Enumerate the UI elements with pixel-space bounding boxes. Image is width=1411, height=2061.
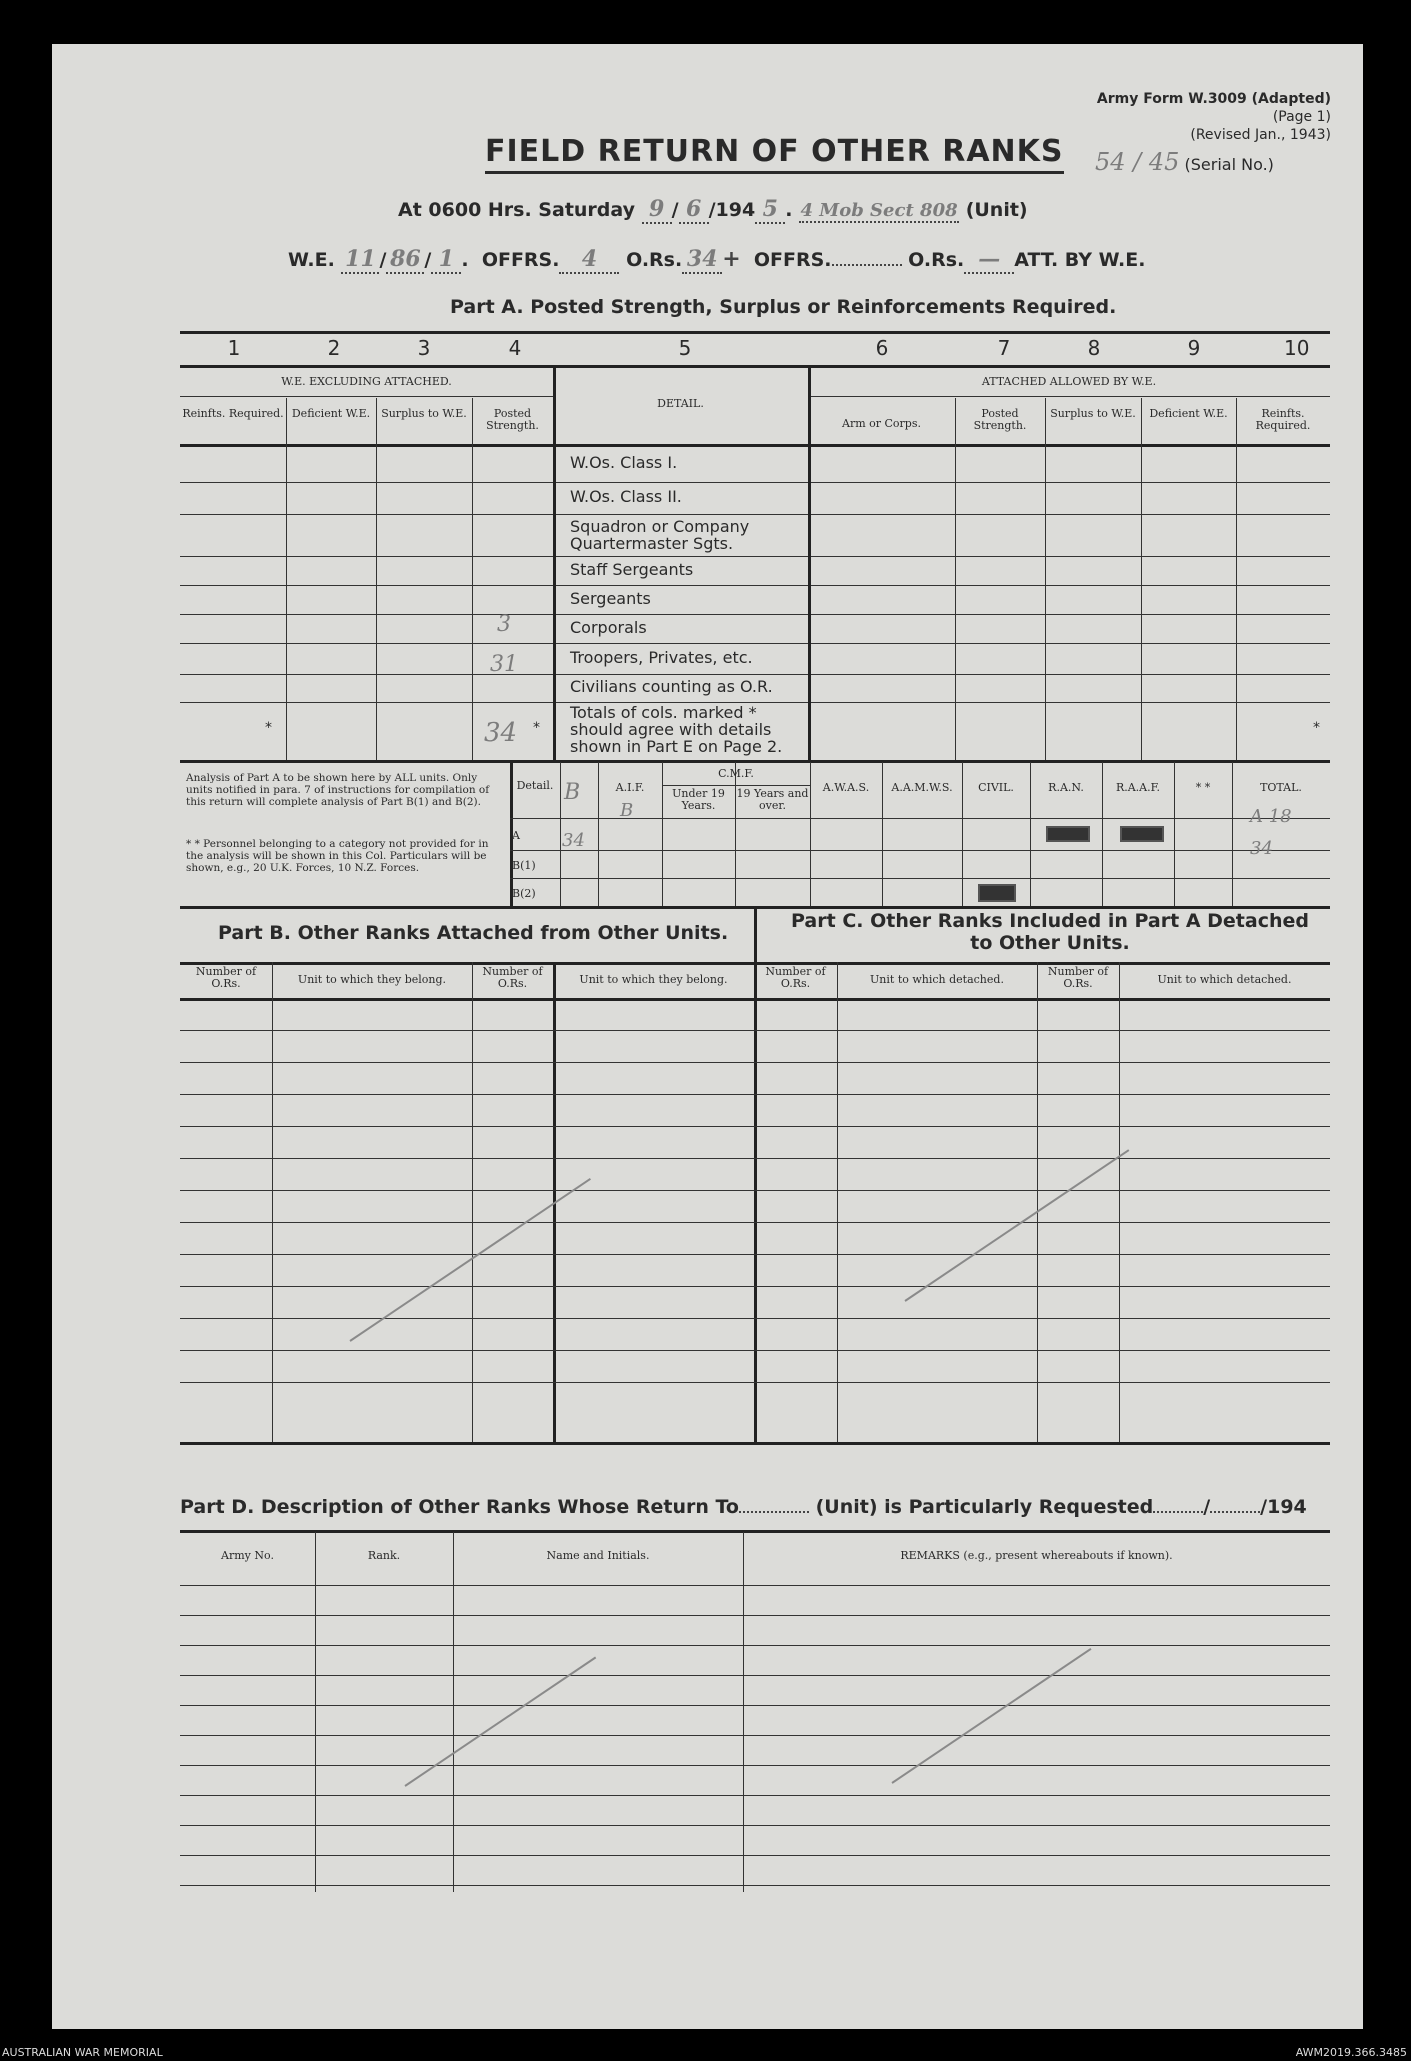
hand-troopers: 31 (490, 652, 518, 677)
rule (180, 1675, 1330, 1676)
ors-label: O.Rs. (626, 249, 683, 271)
part-a-right-col-header: Posted Strength. (973, 407, 1027, 432)
serial-handwritten: 54 / 45 (1095, 148, 1180, 176)
ors-value: 34 (682, 246, 722, 274)
rule (180, 365, 1330, 368)
rule (662, 785, 810, 786)
rule (1037, 962, 1038, 1442)
part-c-col-header: Unit to which detached. (1157, 973, 1292, 986)
part-a-heading: Part A. Posted Strength, Surplus or Reinforcements Required. (450, 296, 1117, 318)
detail-row-label: Squadron or Company Quartermaster Sgts. (570, 517, 750, 553)
rule (180, 396, 553, 397)
rule (180, 1222, 1330, 1223)
hand-detail-b: B (564, 780, 581, 805)
rule (180, 1190, 1330, 1191)
part-d-col-header: Rank. (367, 1549, 401, 1562)
detail-row-label: Sergeants (570, 588, 651, 608)
column-number: 7 (997, 336, 1011, 360)
rule (808, 396, 1330, 397)
analysis-ran-header: R.A.N. (1048, 781, 1084, 794)
part-d-col-header: Name and Initials. (546, 1549, 650, 1562)
detail-row-label: Corporals (570, 617, 647, 637)
plus-sign: + (722, 246, 741, 272)
part-d-year: /194 (1260, 1496, 1307, 1518)
column-number: 10 (1284, 336, 1310, 360)
rule (180, 482, 1330, 483)
rule (180, 1350, 1330, 1351)
rule (180, 1735, 1330, 1736)
analysis-over19-header: 19 Years and over. (736, 787, 809, 812)
date-year-prefix: /194 (708, 199, 756, 221)
army-form-number: Army Form W.3009 (Adapted) (1096, 91, 1331, 107)
rule (180, 1585, 1330, 1586)
rule (180, 674, 1330, 675)
date-day: 9 (642, 196, 672, 224)
rule (510, 850, 1330, 851)
at-label: At 0600 Hrs. Saturday (398, 199, 636, 221)
serial-label: (Serial No.) (1184, 155, 1274, 174)
part-c-col-header: Number of O.Rs. (1047, 965, 1109, 990)
rule (453, 1532, 454, 1892)
rule (180, 1885, 1330, 1886)
rule (180, 702, 1330, 703)
part-b-col-header: Number of O.Rs. (482, 965, 543, 990)
rule (510, 878, 1330, 879)
hand-total-a: A 18 (1250, 806, 1292, 827)
rule (180, 1382, 1330, 1383)
part-c-col-header: Number of O.Rs. (765, 965, 826, 990)
part-a-left-col-header: Reinfts. Required. (182, 407, 284, 420)
column-number: 8 (1087, 336, 1101, 360)
analysis-row-label: A (512, 829, 520, 842)
we-excluding-header: W.E. EXCLUDING ATTACHED. (281, 375, 452, 388)
rule (1141, 398, 1142, 760)
rule (808, 365, 811, 760)
rule (376, 398, 377, 760)
part-b-col-header: Number of O.Rs. (195, 965, 257, 990)
rule (180, 1442, 1330, 1445)
rule (180, 1158, 1330, 1159)
star-mark: * (265, 720, 272, 736)
rule (560, 762, 561, 906)
rule (662, 762, 663, 906)
analysis-total-header: TOTAL. (1260, 781, 1302, 794)
rule (180, 1825, 1330, 1826)
analysis-cmf-header: C.M.F. (718, 767, 754, 780)
rule (472, 962, 473, 1442)
part-c-heading: Part C. Other Ranks Included in Part A Detached to Other Units. (791, 910, 1309, 954)
part-d-day-field (1153, 1511, 1203, 1513)
column-number: 4 (508, 336, 522, 360)
date-year: 5 (755, 196, 785, 224)
part-d-heading-mid: (Unit) is Particularly Requested (815, 1496, 1154, 1518)
ors2-value: — (964, 246, 1014, 274)
part-d-col-header: Army No. (221, 1549, 274, 1562)
we-label: W.E. (288, 249, 335, 271)
detail-row-label: W.Os. Class I. (570, 453, 678, 472)
rule (180, 331, 1330, 334)
analysis-civil-header: CIVIL. (978, 781, 1014, 794)
rule (315, 1532, 316, 1892)
rule (180, 1705, 1330, 1706)
rule (180, 643, 1330, 644)
offrs-value: 4 (559, 246, 619, 274)
att-label: ATT. BY W.E. (1014, 249, 1146, 271)
detail-row-label: W.Os. Class II. (570, 487, 682, 506)
rule (735, 762, 736, 906)
footer-right: AWM2019.366.3485 (1295, 2046, 1407, 2059)
part-a-right-col-header: Arm or Corps. (842, 417, 921, 430)
rule (286, 398, 287, 760)
offrs2-value (832, 264, 902, 266)
part-d-heading: Part D. Description of Other Ranks Whose Return To (Unit) is Particularly Requested / /194 (180, 1496, 1307, 1518)
rule (955, 398, 956, 760)
rule (180, 514, 1330, 515)
rule (180, 1530, 1330, 1533)
redaction-box (1120, 826, 1164, 842)
star-mark: * (533, 720, 540, 736)
we-value-2: 86 (386, 246, 424, 274)
date-line: At 0600 Hrs. Saturday 9 / 6 /194 5 . 4 Mob Sect 808 (Unit) (398, 196, 1028, 222)
column-number: 1 (227, 336, 241, 360)
rule (180, 444, 1330, 447)
detail-row-label: Totals of cols. marked * should agree with details shown in Part E on Page 2. (570, 703, 783, 756)
rule (180, 760, 1330, 763)
redaction-box (978, 884, 1016, 902)
unit-handwritten: 4 Mob Sect 808 (800, 200, 958, 221)
form-title: FIELD RETURN OF OTHER RANKS (485, 134, 1064, 174)
analysis-aamws-header: A.A.M.W.S. (891, 781, 953, 794)
rule (553, 365, 556, 760)
rule (180, 1254, 1330, 1255)
redaction-box (1046, 826, 1090, 842)
rule (180, 1855, 1330, 1856)
serial-row (1095, 148, 1274, 176)
rule (754, 962, 757, 1442)
rule (180, 585, 1330, 586)
form-id-block (1097, 90, 1331, 144)
we-value-1: 11 (341, 246, 379, 274)
rule (180, 1286, 1330, 1287)
revised-date: (Revised Jan., 1943) (1190, 127, 1331, 143)
column-number: 5 (678, 336, 692, 360)
detail-row-label: Staff Sergeants (570, 559, 694, 579)
rule (180, 1795, 1330, 1796)
we-line: W.E. 11 / 86 / 1 . OFFRS. 4 O.Rs. 34 + OFFRS. O.Rs. — ATT. BY W.E. (288, 246, 1146, 272)
column-number: 2 (327, 336, 341, 360)
part-b-heading: Part B. Other Ranks Attached from Other Units. (218, 922, 729, 944)
rule (837, 962, 838, 1442)
hand-total-b: 34 (1250, 838, 1273, 859)
hand-a-row: 34 (562, 830, 585, 851)
part-a-left-col-header: Surplus to W.E. (381, 407, 467, 420)
rule (180, 1645, 1330, 1646)
part-d-month-field (1210, 1511, 1260, 1513)
analysis-note-1: Analysis of Part A to be shown here by ALL units. Only units notified in para. 7 of instructions for compilation of this return will complete analysis of Part B(1) and B(2). (186, 772, 490, 808)
rule (180, 614, 1330, 615)
column-number: 9 (1187, 336, 1201, 360)
analysis-awas-header: A.W.A.S. (822, 781, 870, 794)
part-d-heading-pre: Part D. Description of Other Ranks Whose Return To (180, 1496, 739, 1518)
hand-aif-b: B (620, 800, 634, 821)
rule (180, 1094, 1330, 1095)
offrs2-label: OFFRS. (753, 249, 832, 271)
column-number: 6 (875, 336, 889, 360)
rule (1119, 962, 1120, 1442)
analysis-under19-header: Under 19 Years. (672, 787, 725, 812)
rule (180, 1615, 1330, 1616)
part-c-col-header: Unit to which detached. (870, 973, 1004, 986)
analysis-row-label: B(1) (512, 859, 536, 872)
part-b-col-header: Unit to which they belong. (579, 973, 728, 986)
attached-allowed-header: ATTACHED ALLOWED BY W.E. (981, 375, 1157, 388)
detail-header: DETAIL. (657, 397, 704, 410)
part-d-unit-field (739, 1511, 809, 1513)
hand-total: 34 (484, 718, 518, 748)
rule (180, 1126, 1330, 1127)
we-value-3: 1 (431, 246, 461, 274)
offrs-label: OFFRS. (481, 249, 560, 271)
analysis-other-header: * * (1195, 781, 1211, 794)
footer-left: AUSTRALIAN WAR MEMORIAL (2, 2046, 163, 2059)
rule (472, 398, 473, 760)
rule (180, 1030, 1330, 1031)
detail-row-label: Civilians counting as O.R. (570, 677, 773, 696)
part-a-right-col-header: Surplus to W.E. (1050, 407, 1136, 420)
part-b-col-header: Unit to which they belong. (297, 973, 447, 986)
page-number: (Page 1) (1272, 109, 1331, 125)
rule (1045, 398, 1046, 760)
unit-label: (Unit) (965, 199, 1028, 221)
analysis-detail-header: Detail. (516, 779, 554, 792)
rule (180, 1062, 1330, 1063)
analysis-raaf-header: R.A.A.F. (1115, 781, 1161, 794)
analysis-row-label: B(2) (512, 887, 536, 900)
date-month: 6 (679, 196, 709, 224)
part-a-right-col-header: Reinfts. Required. (1255, 407, 1311, 432)
rule (272, 962, 273, 1442)
rule (1236, 398, 1237, 760)
part-a-left-col-header: Posted Strength. (486, 407, 539, 432)
rule (743, 1532, 744, 1892)
ors2-label: O.Rs. (908, 249, 965, 271)
part-d-col-header: REMARKS (e.g., present whereabouts if known). (900, 1549, 1173, 1562)
analysis-note-2: * * Personnel belonging to a category not provided for in the analysis will be shown in this Col. Particulars will be shown, e.g., 20 U.K. Forces, 10 N.Z. Forces. (186, 838, 489, 874)
star-mark: * (1313, 720, 1320, 736)
part-a-left-col-header: Deficient W.E. (291, 407, 371, 420)
rule (754, 906, 757, 964)
rule (180, 556, 1330, 557)
hand-corporals: 3 (497, 612, 511, 637)
rule (180, 1765, 1330, 1766)
column-number: 3 (417, 336, 431, 360)
form-page (52, 44, 1363, 2029)
analysis-aif-header: A.I.F. (615, 781, 645, 794)
part-a-right-col-header: Deficient W.E. (1149, 407, 1228, 420)
detail-row-label: Troopers, Privates, etc. (570, 647, 753, 667)
rule (180, 1318, 1330, 1319)
